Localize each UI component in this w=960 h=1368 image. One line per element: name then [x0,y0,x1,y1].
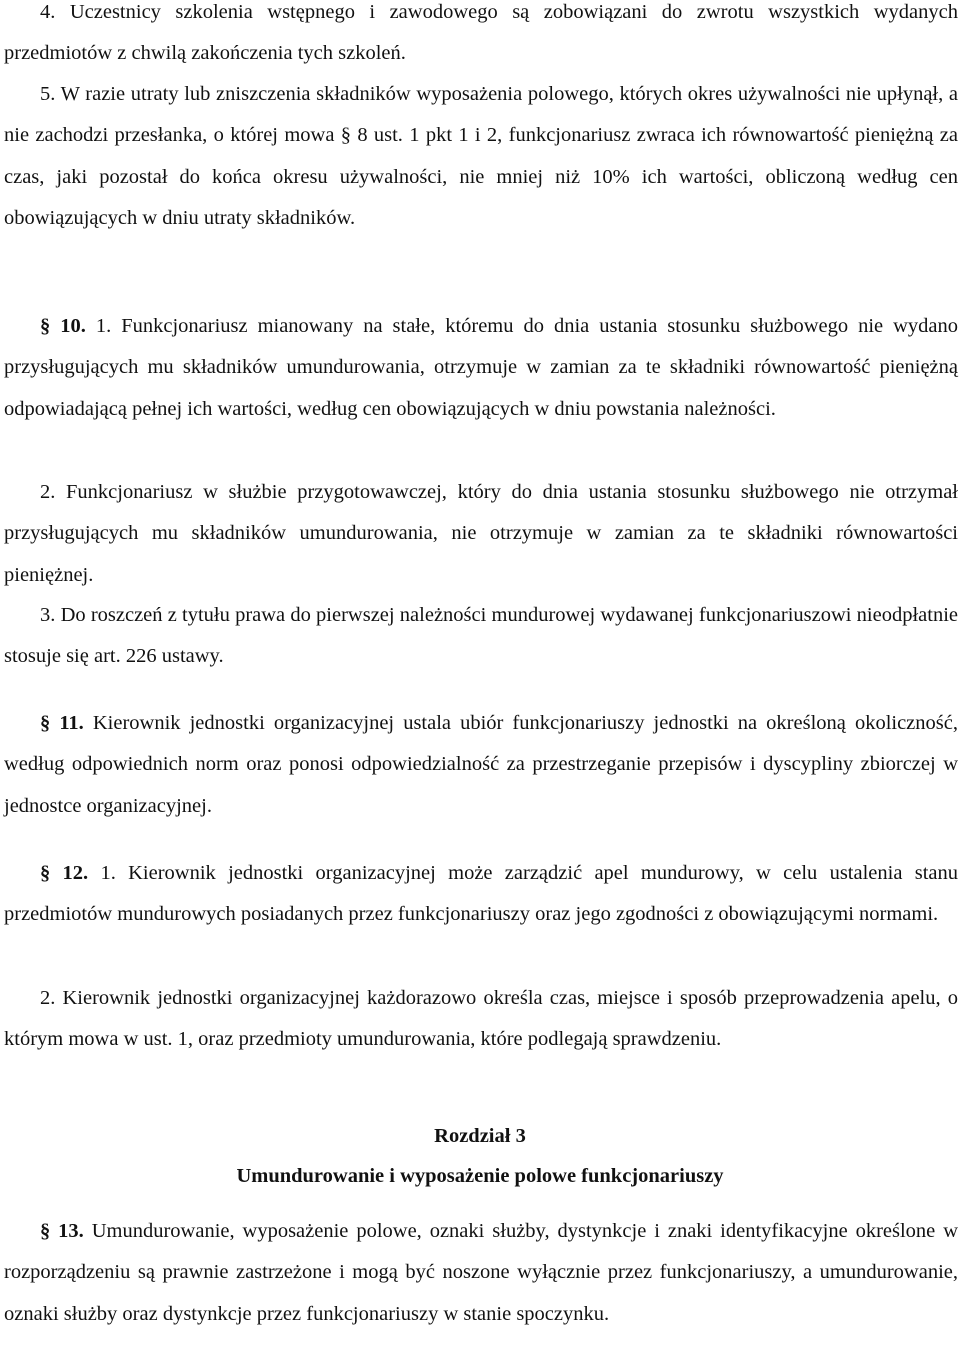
section-12-item-2: 2. Kierownik jednostki organizacyjnej każdorazowo określa czas, miejsce i sposób przeprowadzenia apelu, o którym mowa w ust. 1, oraz przedmioty umundurowania, które podlegają sprawdzeniu. [4,987,958,1051]
paragraph-5: 5. W razie utraty lub zniszczenia składników wyposażenia polowego, których okres używalności nie upłynął, a nie zachodzi przesłanka, o której mowa § 8 ust. 1 pkt 1 i 2, funkcjonariusz zwraca ich równowartość pieniężną za czas, jaki pozostał do końca okresu używalności, nie mniej niż 10% ich wartości, obliczoną według cen obowiązujących w dniu utraty składników. [4,83,958,229]
section-number: § 10. [40,315,86,337]
section-12-item-1: § 12. 1. Kierownik jednostki organizacyjnej może zarządzić apel mundurowy, w celu ustalenia stanu przedmiotów mundurowych posiadanych przez funkcjonariuszy oraz jego zgodności z obowiązującymi normami. [4,862,959,926]
paragraph-4: 4. Uczestnicy szkolenia wstępnego i zawodowego są zobowiązani do zwrotu wszystkich wydanych przedmiotów z chwilą zakończenia tych szkoleń. [4,1,958,65]
section-number: § 12. [40,862,89,884]
section-number: § 13. [40,1220,84,1242]
section-10-item-1: § 10. 1. Funkcjonariusz mianowany na stałe, któremu do dnia ustania stosunku służbowego nie wydano przysługujących mu składników umundurowania, otrzymuje w zamian za te składniki równowartość pieniężną odpowiadającą pełnej ich wartości, według cen obowiązujących w dniu powstania należności. [4,315,959,420]
section-10-item-2: 2. Funkcjonariusz w służbie przygotowawczej, który do dnia ustania stosunku służbowego nie otrzymał przysługujących mu składników umundurowania, nie otrzymuje w zamian za te składniki równowartości pieniężnej. [4,481,958,586]
chapter-number: Rozdział 3 [434,1125,526,1147]
chapter-title: Umundurowanie i wyposażenie polowe funkcjonariuszy [236,1165,724,1187]
section-10-item-3: 3. Do roszczeń z tytułu prawa do pierwszej należności mundurowej wydawanej funkcjonariuszowi nieodpłatnie stosuje się art. 226 ustawy. [4,604,958,668]
section-11: § 11. Kierownik jednostki organizacyjnej ustala ubiór funkcjonariuszy jednostki na określoną okoliczność, według odpowiednich norm oraz ponosi odpowiedzialność za przestrzeganie przepisów i dyscypliny zbiorczej w jednostce organizacyjnej. [4,712,958,817]
section-number: § 11. [40,712,84,734]
section-13: § 13. Umundurowanie, wyposażenie polowe, oznaki służby, dystynkcje i znaki identyfikacyjne określone w rozporządzeniu są prawnie zastrzeżone i mogą być noszone wyłącznie przez funkcjonariuszy, a umundurowanie, oznaki służby oraz dystynkcje przez funkcjonariuszy w stanie spoczynku. [4,1220,958,1325]
